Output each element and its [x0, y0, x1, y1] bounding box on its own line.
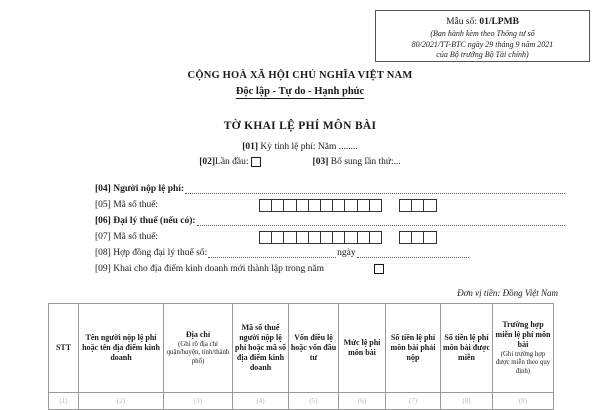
column-header-text: Mức lệ phí môn bài [343, 338, 381, 357]
field-label-03: Bổ sung lần thứ:... [330, 157, 401, 167]
column-header-text: Trường hợp miễn lệ phí môn bài [495, 319, 551, 349]
declaration-table [48, 303, 554, 410]
field-label-05: Mã số thuế: [113, 200, 159, 210]
field-row-08 [95, 245, 565, 261]
field-code-04: [04] [95, 184, 111, 194]
column-header-subtext: (Ghi rõ địa chỉ quận/huyện, tỉnh/thành phố) [166, 340, 230, 365]
form-code-box [375, 10, 590, 62]
column-header-text: Tên người nộp lệ phí hoặc tên địa điểm kinh doanh [82, 333, 160, 362]
field-code-03: [03] [312, 157, 329, 167]
column-number: (9) [493, 393, 554, 410]
new-business-location-checkbox[interactable] [374, 264, 384, 274]
form-code-sub-line3: của Bộ trưởng Bộ Tài chính) [436, 50, 529, 59]
taxpayer-name-input[interactable] [185, 184, 565, 194]
form-code-line [376, 16, 589, 28]
form-code-subtext [376, 29, 589, 61]
column-number: (8) [441, 393, 493, 410]
field-label-02: Lần đầu: [215, 157, 249, 167]
taxpayer-tax-code-group-suffix[interactable] [399, 199, 436, 212]
field-label-01: Kỳ tính lệ phí: Năm ........ [260, 142, 358, 152]
column-header-text: STT [55, 343, 72, 352]
taxpayer-tax-code-group-main[interactable] [259, 199, 381, 212]
column-number: (3) [164, 393, 233, 410]
column-header-subtext: (Ghi trường hợp được miễn theo quy định) [495, 350, 551, 375]
column-header-stt [49, 304, 79, 393]
column-number: (2) [79, 393, 164, 410]
form-code-sub-line2: 80/2021/TT-BTC ngày 29 tháng 9 năm 2021 [411, 39, 554, 49]
period-row [0, 142, 600, 152]
column-header-text: Số tiền lệ phí môn bài được miễn [442, 333, 490, 362]
field-label-07: Mã số thuế: [113, 232, 159, 242]
column-number: (7) [386, 393, 441, 410]
table-header-row [49, 304, 554, 393]
column-header-charter-capital [289, 304, 339, 393]
field-row-04 [95, 181, 565, 197]
field-label-08-date: ngày [337, 248, 356, 258]
column-number: (4) [233, 393, 289, 410]
agent-tax-code-group-main[interactable] [259, 231, 381, 244]
tax-code-cell[interactable] [423, 231, 436, 244]
form-code-label: Mẫu số: [446, 17, 477, 27]
field-row-06 [95, 213, 565, 229]
field-code-09: [09] [95, 264, 111, 274]
field-code-07: [07] [95, 232, 111, 242]
agent-tax-code-group-suffix[interactable] [399, 231, 436, 244]
field-label-06: Đại lý thuế (nếu có): [113, 216, 196, 226]
column-header-taxpayer-name [79, 304, 164, 393]
taxpayer-fields [95, 181, 565, 277]
column-header-exemption-case [493, 304, 554, 393]
column-header-text: Số tiền lệ phí môn bài phải nộp [390, 333, 436, 362]
tax-agent-name-input[interactable] [197, 216, 565, 226]
field-code-01: [01] [242, 142, 259, 152]
field-row-09 [95, 261, 565, 277]
field-row-05 [95, 197, 565, 213]
column-number: (1) [49, 393, 79, 410]
field-row-07 [95, 229, 565, 245]
field-code-08: [08] [95, 248, 111, 258]
field-code-02: [02] [199, 157, 216, 167]
column-header-fee-payable [386, 304, 441, 393]
column-number: (6) [339, 393, 386, 410]
column-header-tax-code [233, 304, 289, 393]
country-name: CỘNG HOÀ XÃ HỘI CHỦ NGHĨA VIỆT NAM [187, 70, 413, 81]
table-column-number-row [49, 393, 554, 410]
field-code-06: [06] [95, 216, 111, 226]
column-header-text: Vốn điều lệ hoặc vốn đầu tư [290, 333, 337, 362]
field-label-09: Khai cho địa điểm kinh doanh mới thành lập trong năm [113, 264, 325, 274]
national-heading [0, 70, 600, 99]
agent-contract-date-input[interactable] [357, 248, 469, 258]
column-header-address [164, 304, 233, 393]
column-header-fee-exempted [441, 304, 493, 393]
tax-code-cell[interactable] [369, 231, 382, 244]
column-header-text: Mã số thuế người nộp lệ phí hoặc mã số địa điểm kinh doanh [235, 323, 286, 372]
field-label-04: Người nộp lệ phí: [113, 184, 185, 194]
supplement-row [0, 157, 600, 167]
first-time-checkbox[interactable] [251, 157, 261, 167]
currency-unit-note: Đơn vị tiền: Đồng Việt Nam [457, 288, 558, 298]
national-motto: Độc lập - Tự do - Hạnh phúc [235, 86, 365, 97]
page-title: TỜ KHAI LỆ PHÍ MÔN BÀI [223, 120, 377, 132]
field-label-08: Hợp đồng đại lý thuế số: [113, 248, 208, 258]
agent-contract-number-input[interactable] [208, 248, 336, 258]
tax-code-cell[interactable] [369, 199, 382, 212]
tax-code-cell[interactable] [423, 199, 436, 212]
form-code-value: 01/LPMB [479, 17, 519, 27]
column-header-text: Địa chỉ [185, 329, 211, 339]
column-number: (5) [289, 393, 339, 410]
column-header-fee-level [339, 304, 386, 393]
form-code-sub-line1: (Ban hành kèm theo Thông tư số [430, 29, 535, 38]
field-code-05: [05] [95, 200, 111, 210]
